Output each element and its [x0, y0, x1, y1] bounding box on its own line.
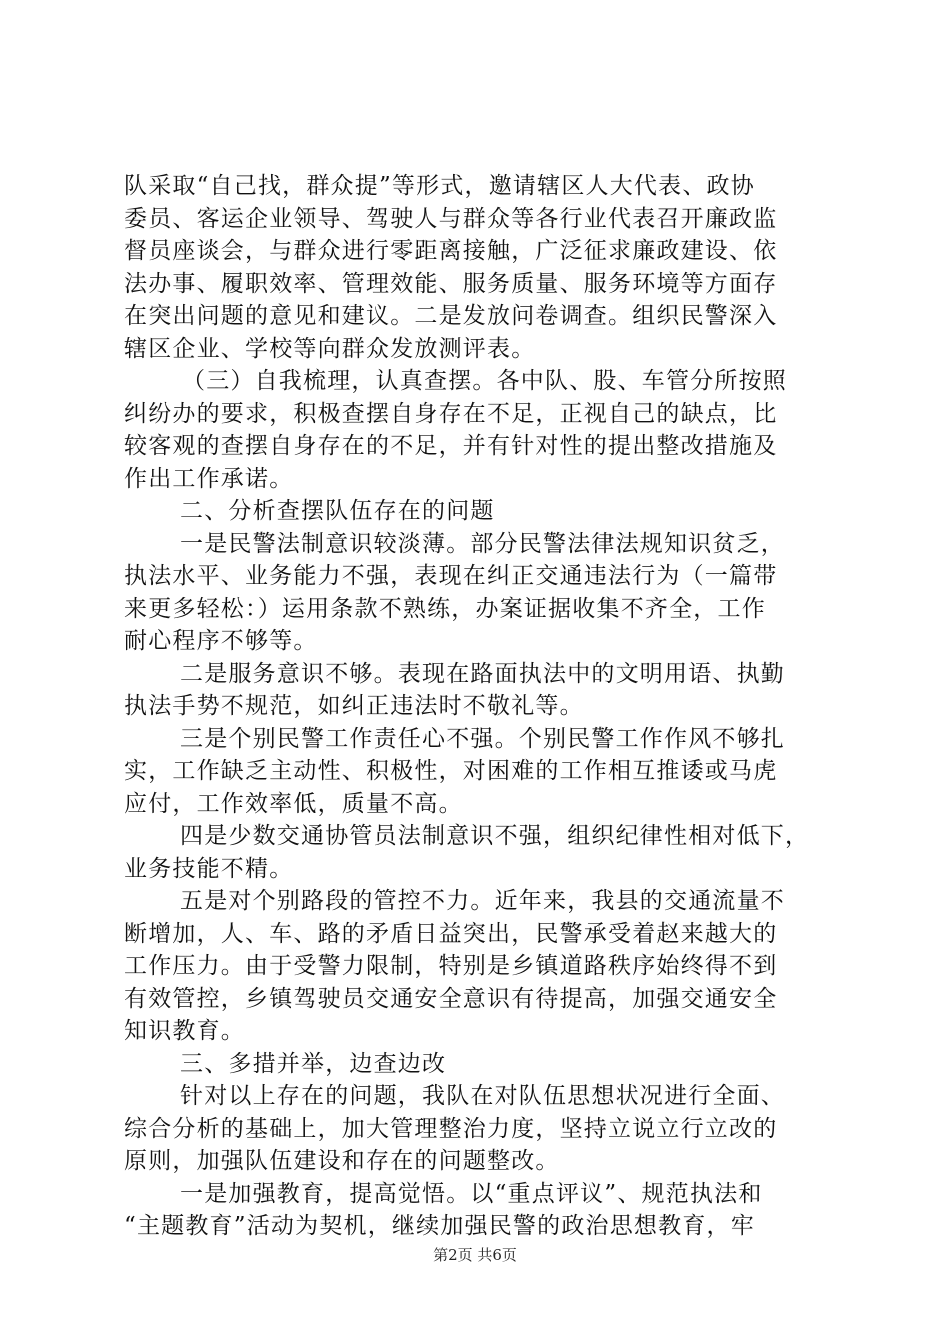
text-line: 一是加强教育，提高觉悟。以“重点评议”、规范执法和 [180, 1180, 763, 1207]
text-line: 来更多轻松：）运用条款不熟练，办案证据收集不齐全，工作 [124, 595, 766, 622]
document-body [124, 170, 836, 1243]
text-line: 针对以上存在的问题，我队在对队伍思想状况进行全面、 [180, 1083, 785, 1109]
page-footer [0, 1244, 950, 1265]
text-line: 断增加，人、车、路的矛盾日益突出，民警承受着赵来越大的 [124, 920, 778, 947]
section-heading: 二、分析查摆队伍存在的问题 [180, 498, 495, 524]
text-line: 知识教育。 [124, 1018, 245, 1044]
text-line: 五是对个别路段的管控不力。近年来，我县的交通流量不 [180, 888, 785, 914]
text-line: 三是个别民警工作责任心不强。个别民警工作作风不够扎 [180, 725, 785, 752]
text-line: 委员、客运企业领导、驾驶人与群众等各行业代表召开廉政监 [124, 205, 778, 232]
text-line: 纠纷办的要求，积极查摆自身存在不足，正视自己的缺点，比 [124, 400, 778, 427]
text-line: 较客观的查摆自身存在的不足，并有针对性的提出整改措施及 [124, 433, 778, 459]
text-line: 实，工作缺乏主动性、积极性，对困难的工作相互推诿或马虎 [124, 758, 778, 784]
text-line: 一是民警法制意识较淡薄。部分民警法律法规知识贫乏， [180, 530, 785, 557]
text-line: 四是少数交通协管员法制意识不强，组织纪律性相对低下， [180, 823, 810, 849]
text-line: 耐心程序不够等。 [124, 628, 318, 654]
text-line: “主题教育”活动为契机，继续加强民警的政治思想教育，牢 [124, 1213, 755, 1239]
section-heading: （三）自我梳理，认真查摆。各中队、股、车管分所按照 [182, 368, 787, 394]
text-line: 原则，加强队伍建设和存在的问题整改。 [124, 1148, 560, 1174]
text-line: 辖区企业、学校等向群众发放测评表。 [124, 335, 536, 362]
text-line: 综合分析的基础上，加大管理整治力度，坚持立说立行立改的 [124, 1115, 778, 1142]
text-line: 有效管控，乡镇驾驶员交通安全意识有待提高，加强交通安全 [124, 985, 778, 1012]
section-heading: 三、多措并举，边查边改 [180, 1050, 447, 1077]
text-line: 应付，工作效率低，质量不高。 [124, 790, 463, 817]
text-line: 法办事、履职效率、管理效能、服务质量、服务环境等方面存 [124, 270, 778, 297]
text-line: 督员座谈会，与群众进行零距离接触，广泛征求廉政建设、依 [124, 238, 778, 264]
text-line: 执法水平、业务能力不强，表现在纠正交通违法行为（一篇带 [124, 563, 778, 589]
text-line: 在突出问题的意见和建议。二是发放问卷调查。组织民警深入 [124, 303, 778, 329]
text-line: 作出工作承诺。 [124, 465, 294, 492]
text-line: 工作压力。由于受警力限制，特别是乡镇道路秩序始终得不到 [124, 953, 778, 979]
text-line: 队采取“自己找，群众提”等形式，邀请辖区人大代表、政协 [124, 173, 755, 199]
text-line: 执法手势不规范，如纠正违法时不敬礼等。 [124, 693, 584, 719]
text-line: 二是服务意识不够。表现在路面执法中的文明用语、执勤 [180, 660, 785, 687]
page-number-label: 第2页 共6页 [433, 1246, 517, 1264]
text-line: 业务技能不精。 [124, 855, 294, 882]
